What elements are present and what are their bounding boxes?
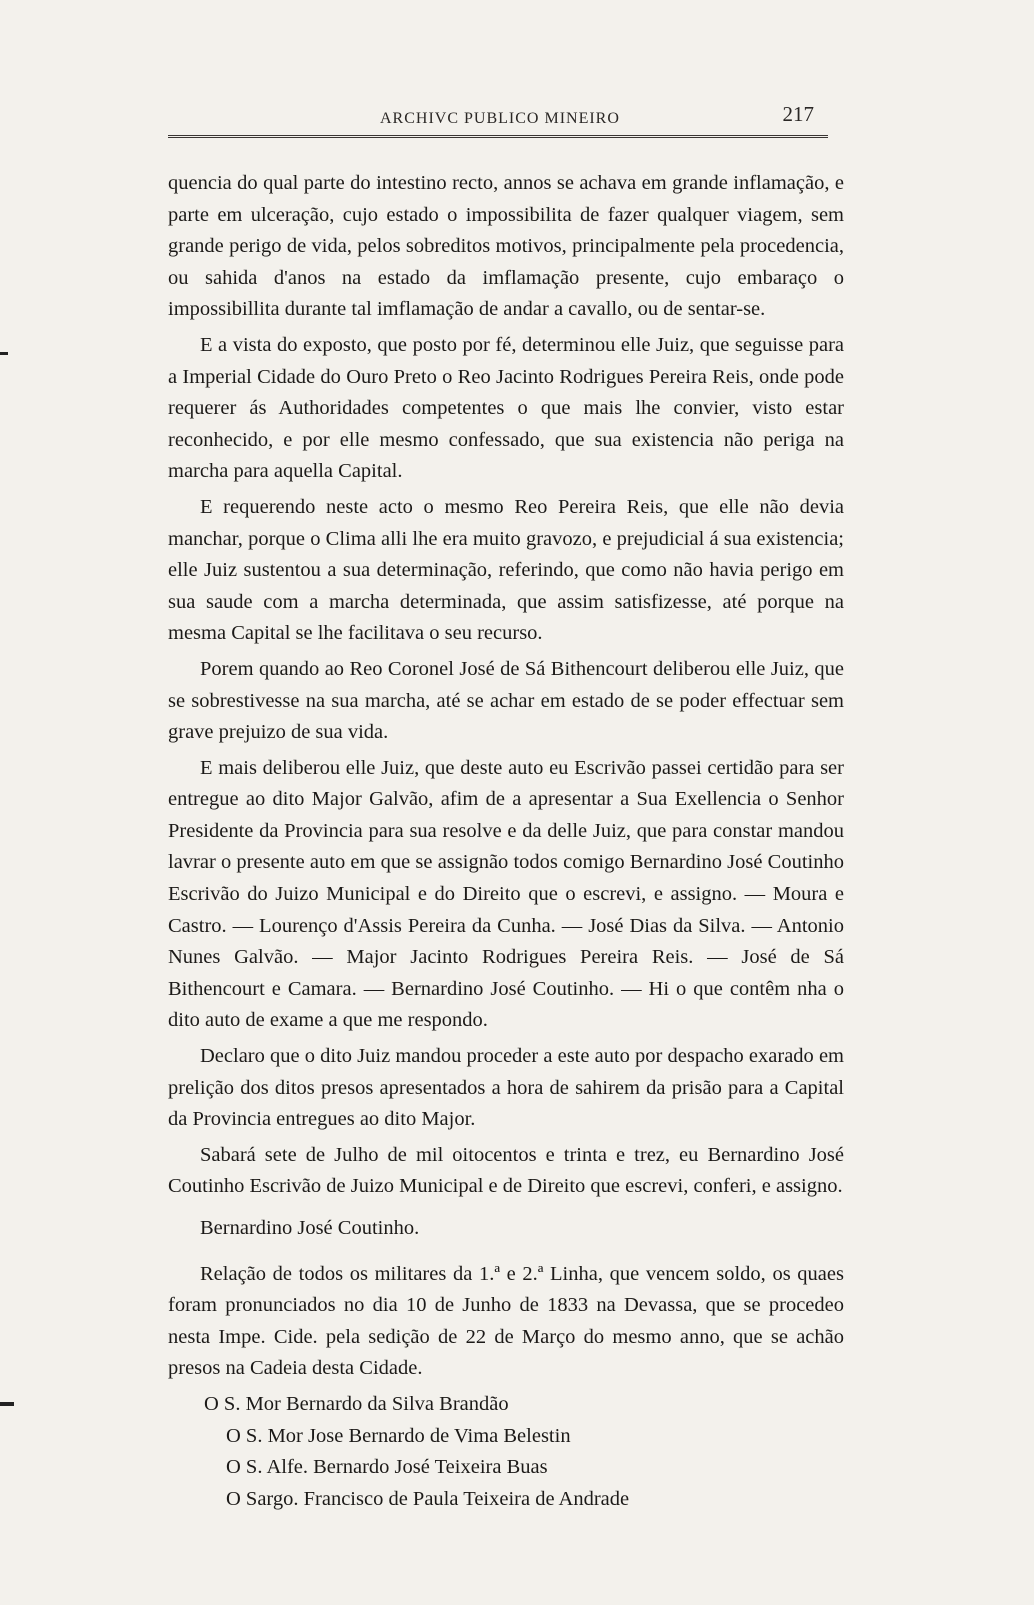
page-number: 217 <box>782 102 814 126</box>
paragraph: quencia do qual parte do intestino recto, annos se achava em grande inflamação, e parte em ulceração, cujo estado o impossibilita de fazer qualquer viagem, sem grande perigo de vida, pelos sobreditos motivos, principalmente pela procedencia, ou sahida d'anos na estado da imflamação presente, cujo embaraço o impossibillita durante tal imflamação de andar a cavallo, ou de sentar-se. <box>168 172 844 321</box>
military-list <box>168 1389 844 1515</box>
paragraph: Sabará sete de Julho de mil oitocentos e trinta e trez, eu Bernardino José Coutinho Escrivão de Juizo Municipal e de Direito que escrevi, conferi, e assigno. <box>168 1143 844 1198</box>
paragraph: E a vista do exposto, que posto por fé, determinou elle Juiz, que seguisse para a Imperial Cidade do Ouro Preto o Reo Jacinto Rodrigues Pereira Reis, onde pode requerer ás Authoridades competentes o que mais lhe convier, visto estar reconhecido, e por elle mesmo confessado, que sua existencia não periga na marcha para aquella Capital. <box>168 333 844 483</box>
header-rule <box>168 135 828 138</box>
signature: Bernardino José Coutinho. <box>200 1217 420 1239</box>
list-item: O S. Mor Jose Bernardo de Vima Belestin <box>226 1424 571 1447</box>
list-item: O S. Mor Bernardo da Silva Brandão <box>204 1392 509 1415</box>
relation-paragraph: Relação de todos os militares da 1.ª e 2.ª Linha, que vencem soldo, os quaes foram pronunciados no dia 10 de Junho de 1833 na Devassa, que se procedeo nesta Impe. Cide. pela sedição de 22 de Março do mesmo anno, que se achão presos na Cadeia desta Cidade. <box>168 1262 844 1380</box>
document-body <box>168 168 844 1515</box>
margin-mark <box>0 352 8 355</box>
list-item: O Sargo. Francisco de Paula Teixeira de Andrade <box>226 1487 630 1510</box>
paragraph: Porem quando ao Reo Coronel José de Sá Bithencourt deliberou elle Juiz, que se sobrestivesse na sua marcha, até se achar em estado de se poder effectuar sem grave prejuizo de sua vida. <box>168 657 844 744</box>
list-item: O S. Alfe. Bernardo José Teixeira Buas <box>226 1456 548 1479</box>
paragraph: E mais deliberou elle Juiz, que deste auto eu Escrivão passei certidão para ser entregue ao dito Major Galvão, afim de a apresentar a Sua Exellencia o Senhor Presidente da Provincia para sua resolve e da delle Juiz, que para constar mandou lavrar o presente auto em que se assignão todos comigo Bernardino José Coutinho Escrivão do Juizo Municipal e do Direito que o escrevi, e assigno. — Moura e Castro. — Lourenço d'Assis Pereira da Cunha. — José Dias da Silva. — Antonio Nunes Galvão. — Major Jacinto Rodrigues Pereira Reis. — José de Sá Bithencourt e Camara. — Bernardino José Coutinho. — Hi o que contêm nha o dito auto de exame a que me respondo. <box>168 756 844 1032</box>
paragraph: Declaro que o dito Juiz mandou proceder a este auto por despacho exarado em prelição dos ditos presos apresentados a hora de sahirem da prisão para a Capital da Provincia entregues ao dito Major. <box>168 1045 844 1131</box>
paragraph: E requerendo neste acto o mesmo Reo Pereira Reis, que elle não devia manchar, porque o Clima alli lhe era muito gravozo, e prejudicial á sua existencia; elle Juiz sustentou a sua determinação, referindo, que como não havia perigo em sua saude com a marcha determinada, que assim satisfizesse, até porque na mesma Capital se lhe facilitava o seu recurso. <box>168 495 844 645</box>
running-title: ARCHIVC PUBLICO MINEIRO <box>380 110 620 127</box>
margin-mark <box>0 1402 14 1406</box>
page-header <box>168 96 828 136</box>
